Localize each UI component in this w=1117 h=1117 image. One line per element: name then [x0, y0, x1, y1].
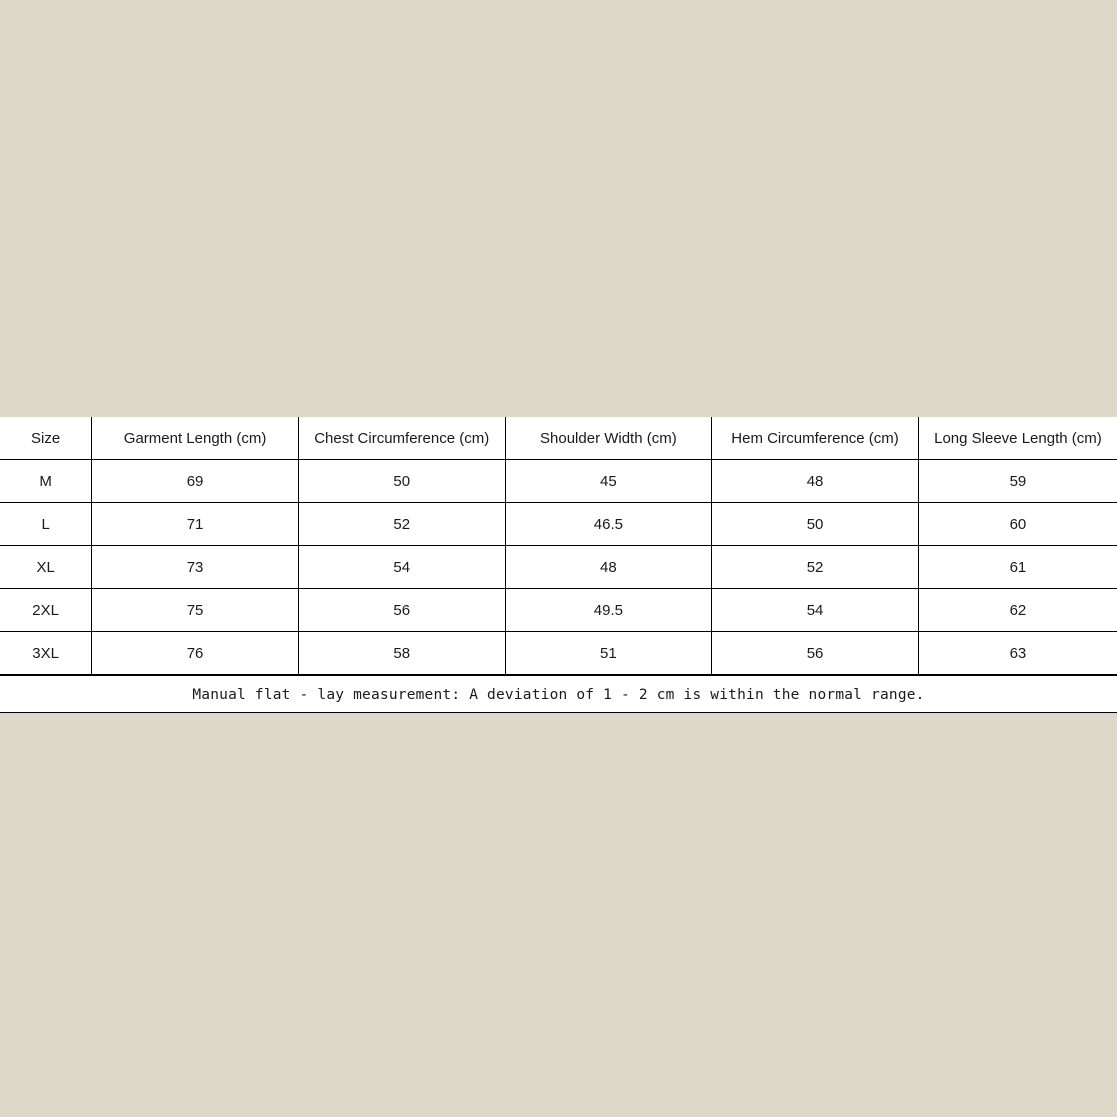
cell-chest: 54	[298, 546, 505, 589]
size-table	[0, 417, 1117, 675]
table-row	[0, 546, 1117, 589]
cell-shoulder: 45	[505, 460, 712, 503]
cell-shoulder: 51	[505, 632, 712, 675]
cell-sleeve: 59	[918, 460, 1117, 503]
cell-hem: 50	[712, 503, 919, 546]
cell-garment-length: 73	[92, 546, 299, 589]
cell-sleeve: 63	[918, 632, 1117, 675]
cell-shoulder: 49.5	[505, 589, 712, 632]
table-row	[0, 589, 1117, 632]
cell-size: XL	[0, 546, 92, 589]
cell-hem: 48	[712, 460, 919, 503]
cell-chest: 58	[298, 632, 505, 675]
column-header-long-sleeve-length: Long Sleeve Length (cm)	[918, 417, 1117, 460]
column-header-shoulder-width: Shoulder Width (cm)	[505, 417, 712, 460]
table-header-row	[0, 417, 1117, 460]
cell-size: 2XL	[0, 589, 92, 632]
cell-hem: 54	[712, 589, 919, 632]
cell-chest: 56	[298, 589, 505, 632]
cell-size: M	[0, 460, 92, 503]
cell-chest: 52	[298, 503, 505, 546]
column-header-garment-length: Garment Length (cm)	[92, 417, 299, 460]
table-row	[0, 632, 1117, 675]
column-header-chest-circumference: Chest Circumference (cm)	[298, 417, 505, 460]
cell-garment-length: 69	[92, 460, 299, 503]
cell-chest: 50	[298, 460, 505, 503]
column-header-hem-circumference: Hem Circumference (cm)	[712, 417, 919, 460]
cell-garment-length: 76	[92, 632, 299, 675]
table-row	[0, 460, 1117, 503]
cell-sleeve: 61	[918, 546, 1117, 589]
cell-size: 3XL	[0, 632, 92, 675]
cell-sleeve: 60	[918, 503, 1117, 546]
cell-shoulder: 46.5	[505, 503, 712, 546]
cell-sleeve: 62	[918, 589, 1117, 632]
cell-shoulder: 48	[505, 546, 712, 589]
table-row	[0, 503, 1117, 546]
cell-hem: 56	[712, 632, 919, 675]
cell-garment-length: 71	[92, 503, 299, 546]
cell-size: L	[0, 503, 92, 546]
size-table-block	[0, 417, 1117, 713]
column-header-size: Size	[0, 417, 92, 460]
measurement-note: Manual flat - lay measurement: A deviation of 1 - 2 cm is within the normal range.	[0, 675, 1117, 713]
cell-hem: 52	[712, 546, 919, 589]
cell-garment-length: 75	[92, 589, 299, 632]
